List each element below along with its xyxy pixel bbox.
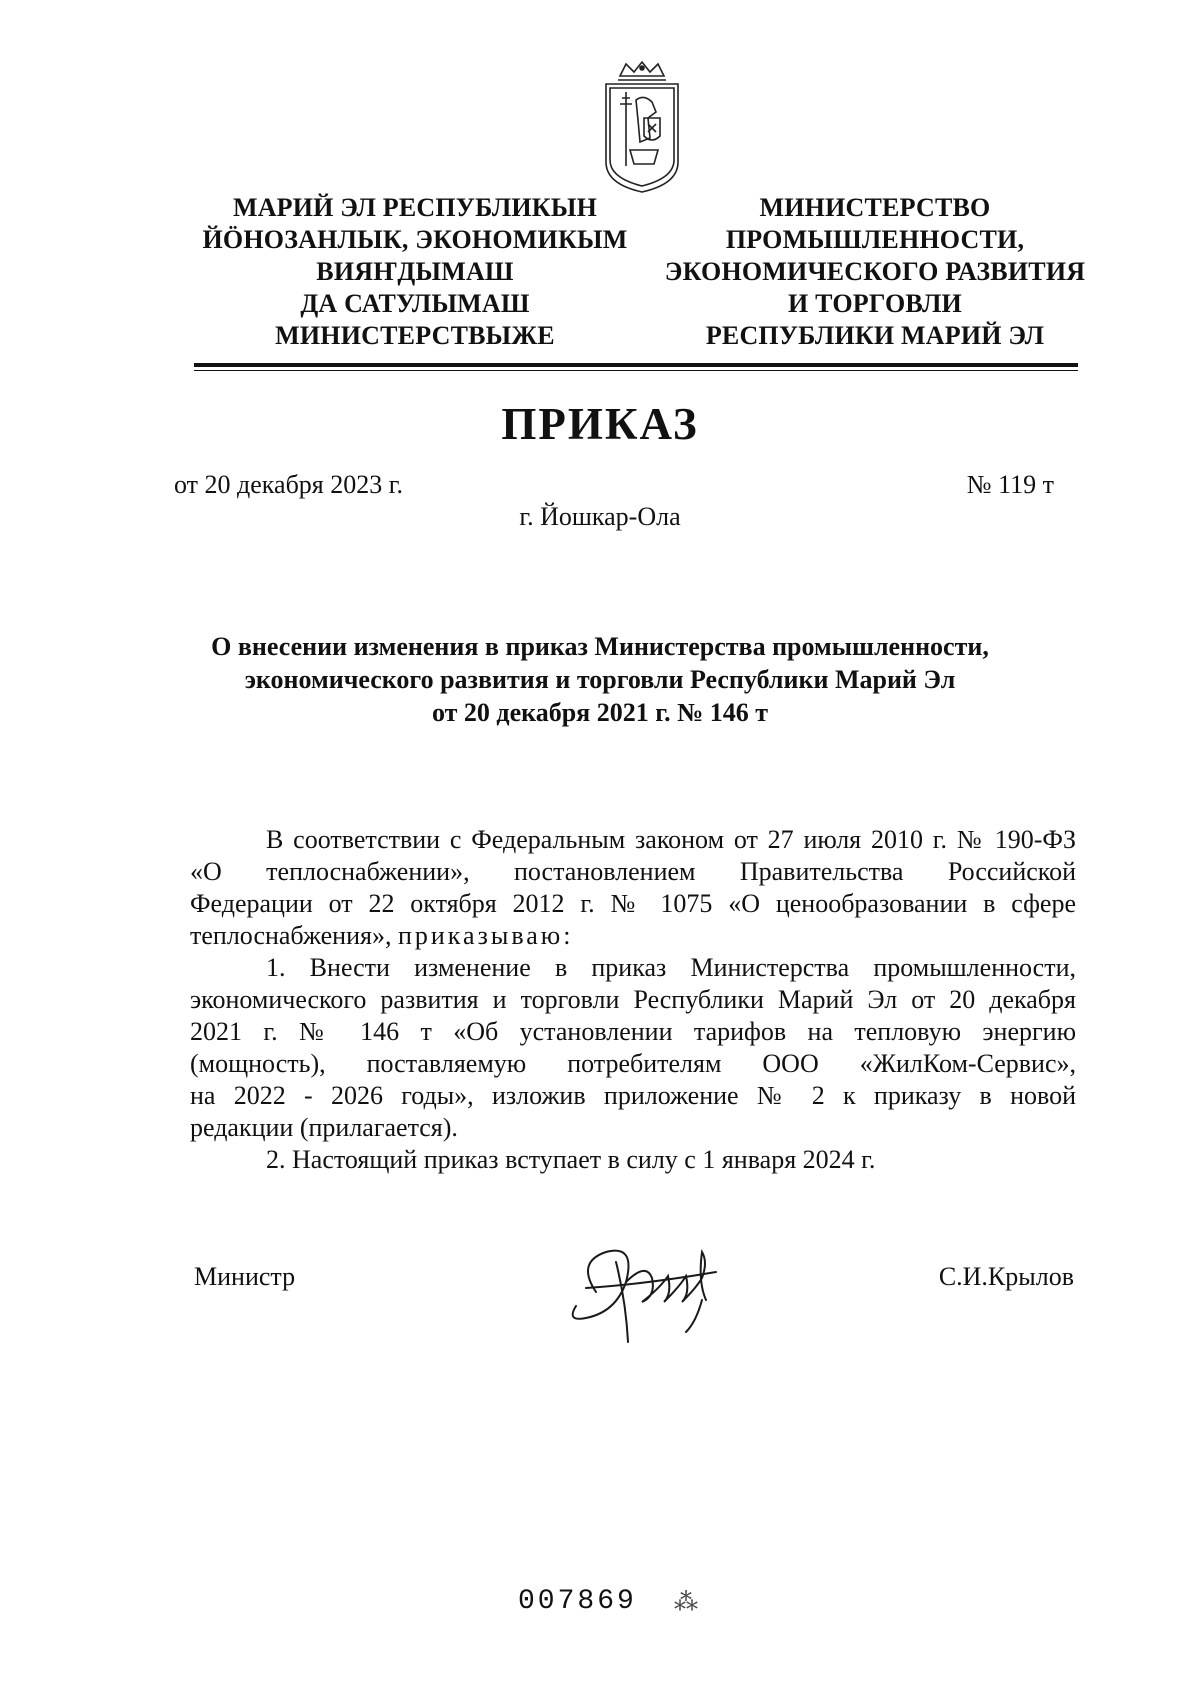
handwritten-signature bbox=[556, 1222, 756, 1362]
body-line: 2021 г. № 146 т «Об установлении тарифов на тепловую энергию bbox=[190, 1017, 1076, 1046]
body-line: Федерации от 22 октября 2012 г. № 1075 «О ценообразовании в сфере bbox=[190, 889, 1076, 918]
signatory-name: С.И.Крылов bbox=[938, 1262, 1074, 1291]
body-line: «О теплоснабжении», постановлением Правительства Российской bbox=[190, 857, 1076, 886]
body-line: экономического развития и торговли Республики Марий Эл от 20 декабря bbox=[190, 985, 1076, 1014]
signatory-position: Министр bbox=[194, 1262, 296, 1291]
subject-line: от 20 декабря 2021 г. № 146 т bbox=[431, 698, 768, 727]
header-right-russian bbox=[660, 192, 1090, 352]
serial-number-stamp: 007869 bbox=[518, 1586, 637, 1617]
header-left-line: МИНИСТЕРСТВЫЖЕ bbox=[275, 321, 555, 350]
header-right-line: РЕСПУБЛИКИ МАРИЙ ЭЛ bbox=[705, 321, 1045, 350]
body-line: на 2022 - 2026 годы», изложив приложение № 2 к приказу в новой bbox=[190, 1081, 1076, 1110]
header-left-line: МАРИЙ ЭЛ РЕСПУБЛИКЫН bbox=[232, 193, 598, 222]
asterisk-mark-icon: ⁂ bbox=[674, 1590, 698, 1616]
header-right-line: И ТОРГОВЛИ bbox=[788, 289, 962, 318]
document-date: от 20 декабря 2023 г. bbox=[174, 470, 403, 499]
subject-line: О внесении изменения в приказ Министерства промышленности, bbox=[211, 632, 989, 661]
document-subject bbox=[140, 630, 1060, 729]
body-line: 1. Внести изменение в приказ Министерства промышленности, bbox=[266, 953, 1076, 982]
header-left-marij bbox=[200, 192, 630, 352]
body-line bbox=[190, 920, 1076, 952]
document-city: г. Йошкар-Ола bbox=[519, 502, 681, 531]
header-left-line: ЙӦНОЗАНЛЫК, ЭКОНОМИКЫМ bbox=[202, 225, 628, 254]
document-number: № 119 т bbox=[966, 470, 1054, 499]
header-divider-thick bbox=[194, 363, 1078, 367]
header-divider-thin bbox=[194, 370, 1078, 371]
header-left-line: ВИЯҤДЫМАШ bbox=[316, 257, 514, 286]
header-right-line: ЭКОНОМИЧЕСКОГО РАЗВИТИЯ bbox=[664, 257, 1086, 286]
header-right-line: ПРОМЫШЛЕННОСТИ, bbox=[725, 225, 1025, 254]
body-line: В соответствии с Федеральным законом от 27 июля 2010 г. № 190-ФЗ bbox=[266, 825, 1076, 854]
body-line-prefix: теплоснабжения», bbox=[190, 921, 398, 950]
body-line: 2. Настоящий приказ вступает в силу с 1 января 2024 г. bbox=[266, 1145, 876, 1174]
header-left-line: ДА САТУЛЫМАШ bbox=[300, 289, 530, 318]
order-verb: приказываю: bbox=[397, 921, 574, 950]
subject-line: экономического развития и торговли Республики Марий Эл bbox=[244, 665, 956, 694]
coat-of-arms-icon bbox=[600, 58, 684, 198]
body-line: редакции (прилагается). bbox=[190, 1113, 458, 1142]
document-type-title: ПРИКАЗ bbox=[501, 399, 699, 449]
document-body bbox=[190, 824, 1076, 1176]
header-right-line: МИНИСТЕРСТВО bbox=[759, 193, 991, 222]
body-line: (мощность), поставляемую потребителям ООО «ЖилКом-Сервис», bbox=[190, 1049, 1076, 1078]
